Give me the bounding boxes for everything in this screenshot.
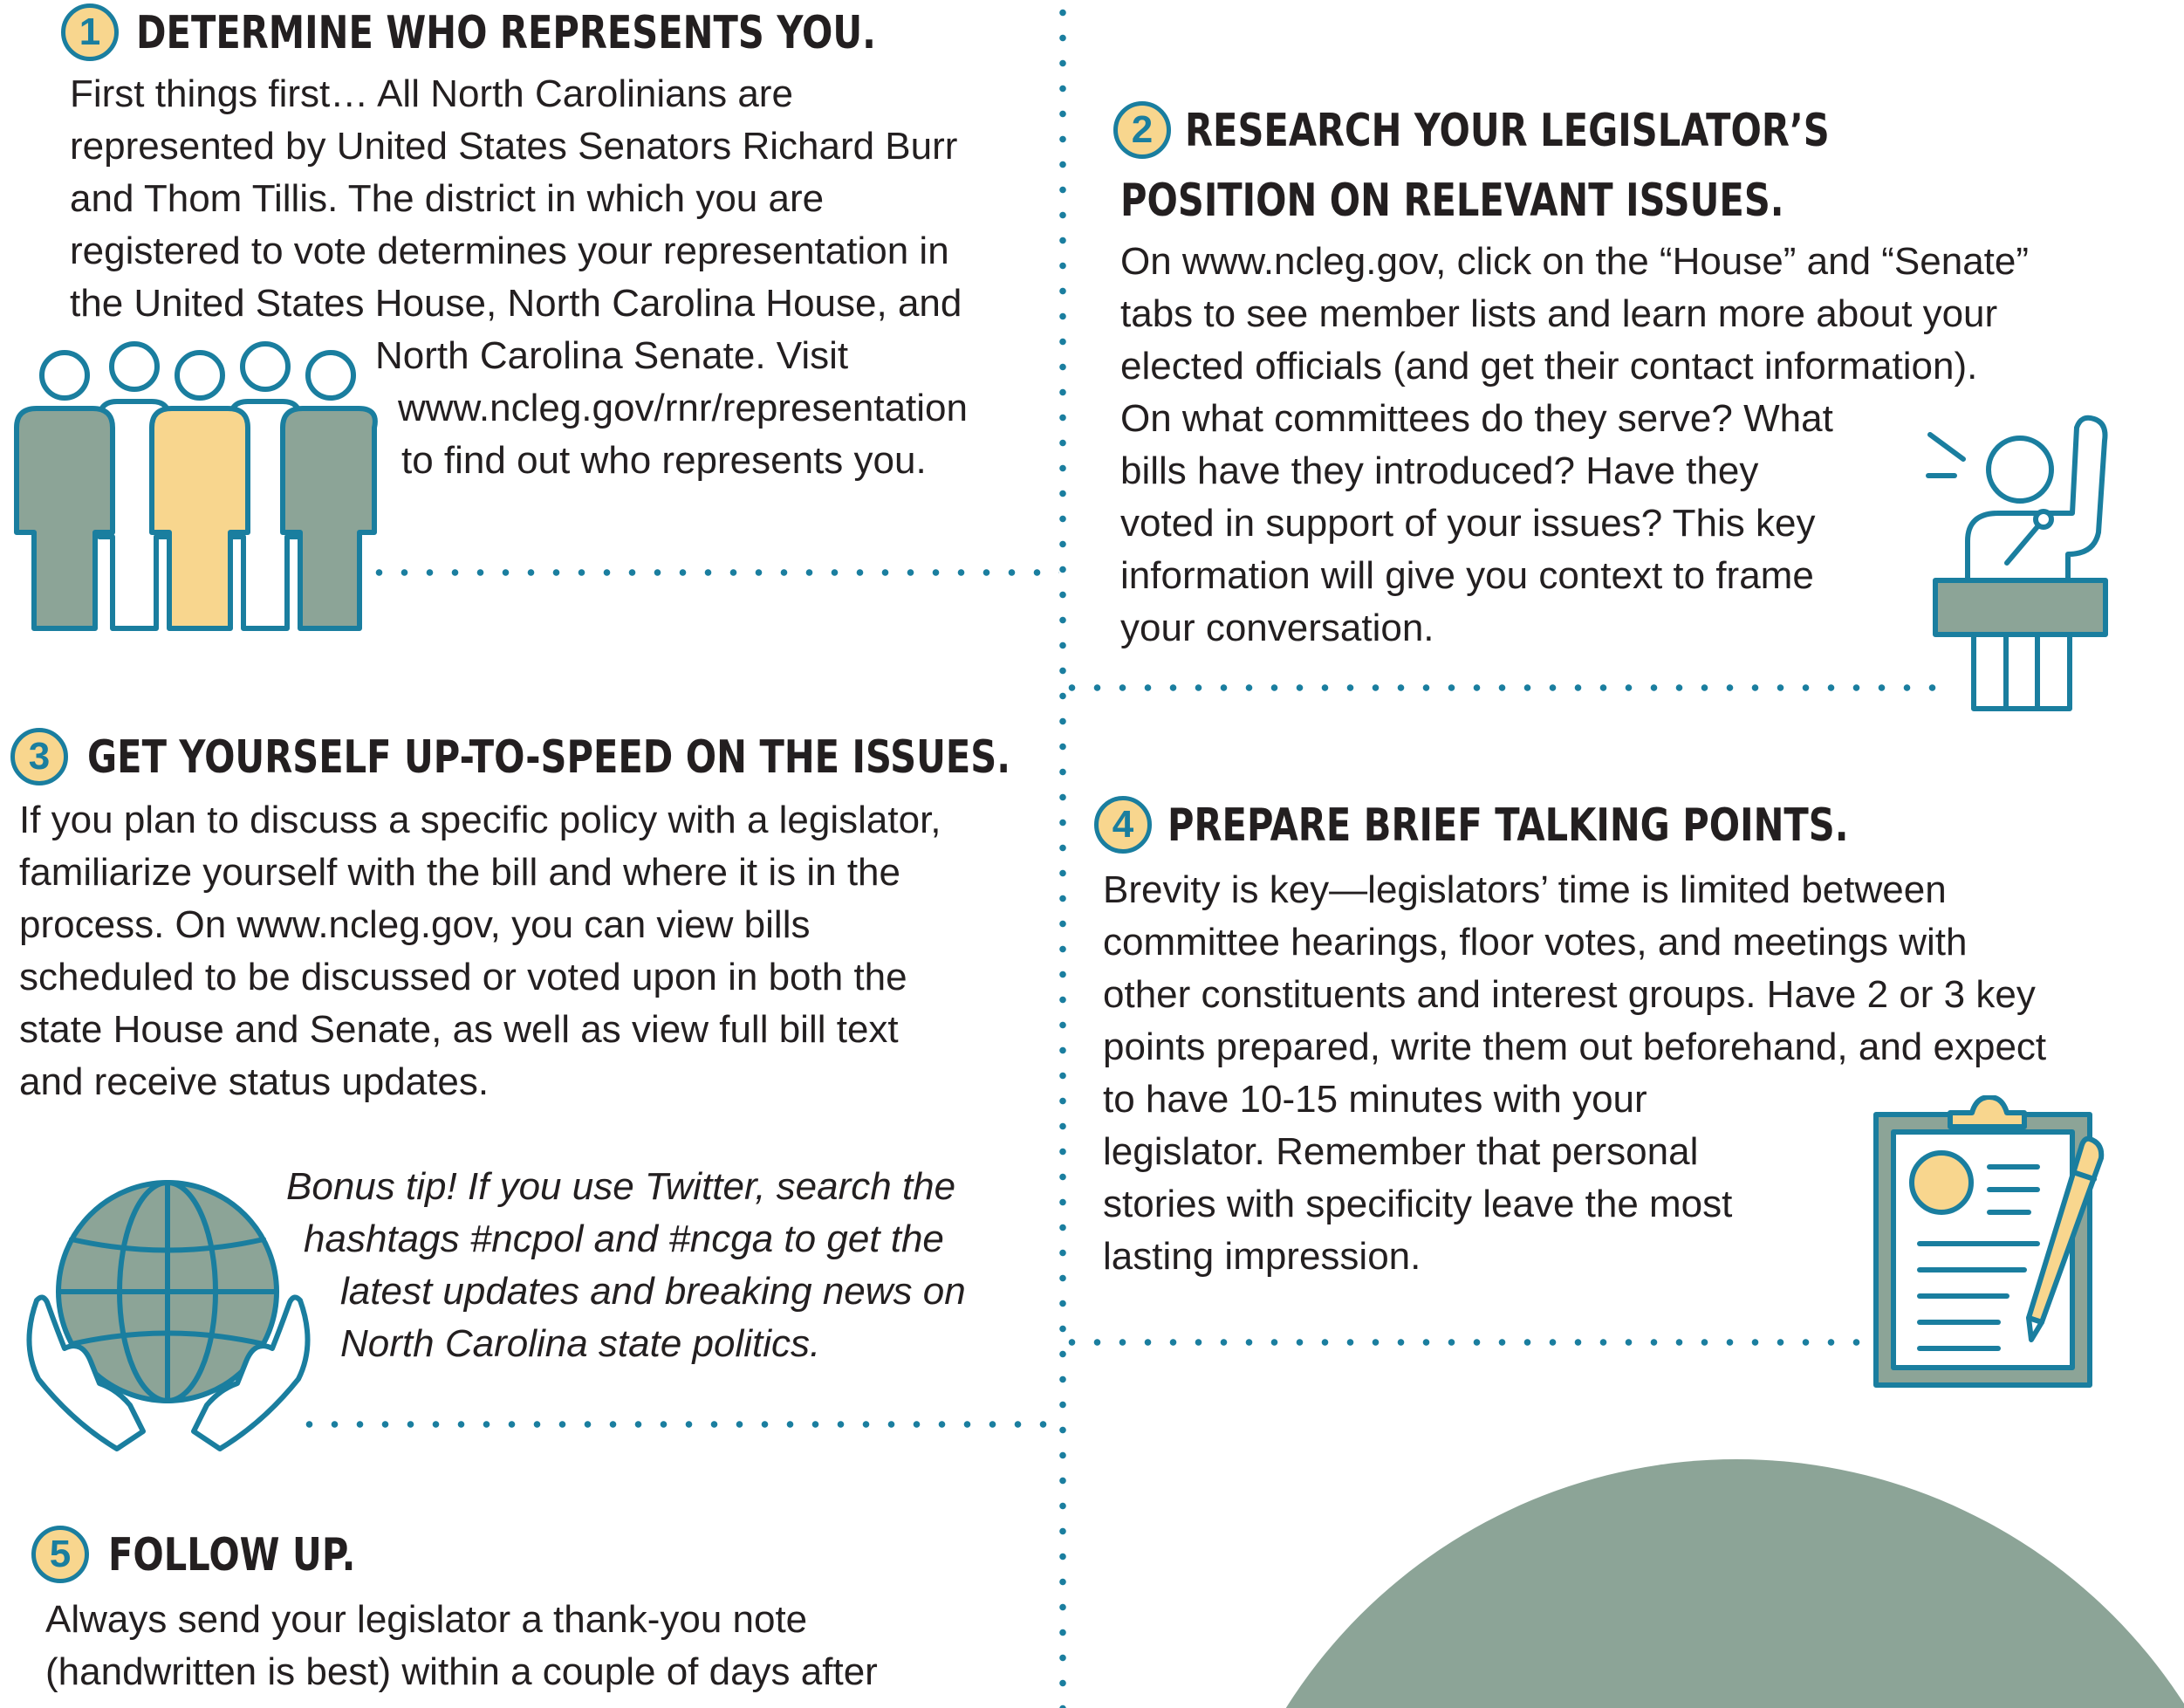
globe-hands-icon [12, 1161, 318, 1458]
section-2-line: tabs to see member lists and learn more about your [1120, 292, 1998, 335]
section-4-line: to have 10-15 minutes with your [1103, 1078, 1647, 1121]
section-1-line: represented by United States Senators Richard Burr [70, 125, 958, 168]
section-4-line: stories with specificity leave the most [1103, 1183, 1733, 1225]
section-3-title: GET YOURSELF UP-TO-SPEED ON THE ISSUES. [87, 731, 1011, 784]
section-1-line: the United States House, North Carolina House, and [70, 282, 962, 325]
section-4-line: points prepared, write them out beforehand, and expect [1103, 1025, 2047, 1068]
section-1-line: and Thom Tillis. The district in which you are [70, 177, 825, 220]
section-2-dotted-rule [1059, 684, 1941, 691]
section-4-line: lasting impression. [1103, 1235, 1421, 1278]
section-2-line: bills have they introduced? Have they [1120, 449, 1759, 492]
section-1-line: registered to vote determines your representation in [70, 230, 949, 272]
section-5-line: Always send your legislator a thank-you note [45, 1598, 808, 1641]
step-badge-4: 4 [1094, 796, 1152, 854]
bonus-tip-line: Bonus tip! If you use Twitter, search the [286, 1165, 956, 1208]
section-4-line: Brevity is key—legislators’ time is limited between [1103, 868, 1947, 911]
center-divider [1059, 0, 1066, 1708]
bonus-tip-line: North Carolina state politics. [340, 1322, 821, 1365]
section-3-line: scheduled to be discussed or voted upon in both the [19, 956, 907, 998]
section-1-line: First things first… All North Carolinians are [70, 72, 793, 115]
step-badge-2: 2 [1113, 101, 1171, 159]
decorative-sage-circle [1204, 1459, 2184, 1708]
section-1-line: North Carolina Senate. Visit [375, 334, 849, 377]
bonus-tip-line: latest updates and breaking news on [340, 1270, 966, 1313]
step-badge-1: 1 [61, 3, 119, 61]
section-2-line: voted in support of your issues? This key [1120, 502, 1816, 545]
section-3-dotted-rule [297, 1421, 1059, 1428]
bonus-tip-line: hashtags #ncpol and #ncga to get the [304, 1218, 944, 1260]
section-3-line: and receive status updates. [19, 1060, 490, 1103]
section-4-line: other constituents and interest groups. Have 2 or 3 key [1103, 973, 2036, 1016]
section-5-line: (handwritten is best) within a couple of days after [45, 1650, 878, 1693]
speaker-podium-icon [1920, 410, 2129, 716]
section-4-line: legislator. Remember that personal [1103, 1130, 1699, 1173]
people-group-icon [12, 340, 379, 637]
section-5-title: FOLLOW UP. [108, 1529, 356, 1581]
section-3-line: familiarize yourself with the bill and where it is in the [19, 851, 901, 894]
section-2-line: On what committees do they serve? What [1120, 397, 1833, 440]
clipboard-pen-icon [1867, 1095, 2129, 1392]
section-3-line: If you plan to discuss a specific policy with a legislator, [19, 799, 941, 841]
section-3-line: state House and Senate, as well as view full bill text [19, 1008, 899, 1051]
section-2-title-line: RESEARCH YOUR LEGISLATOR’S [1185, 105, 1830, 157]
section-1-line: to find out who represents you. [401, 439, 927, 482]
section-2-line: information will give you context to frame [1120, 554, 1814, 597]
section-2-line: On www.ncleg.gov, click on the “House” and “Senate” [1120, 240, 2030, 283]
section-4-title: PREPARE BRIEF TALKING POINTS. [1167, 799, 1849, 852]
step-badge-3: 3 [10, 728, 68, 785]
section-2-title-line: POSITION ON RELEVANT ISSUES. [1120, 175, 1784, 227]
section-1-title: DETERMINE WHO REPRESENTS YOU. [136, 7, 876, 59]
section-1-link[interactable]: www.ncleg.gov/rnr/representation [398, 387, 968, 429]
section-2-line: your conversation. [1120, 607, 1434, 649]
section-4-line: committee hearings, floor votes, and meetings with [1103, 921, 1968, 964]
section-4-dotted-rule [1059, 1339, 1871, 1346]
step-badge-5: 5 [31, 1526, 89, 1583]
section-1-dotted-rule [366, 569, 1059, 576]
section-3-line: process. On www.ncleg.gov, you can view bills [19, 903, 811, 946]
section-2-line: elected officials (and get their contact information). [1120, 345, 1978, 388]
